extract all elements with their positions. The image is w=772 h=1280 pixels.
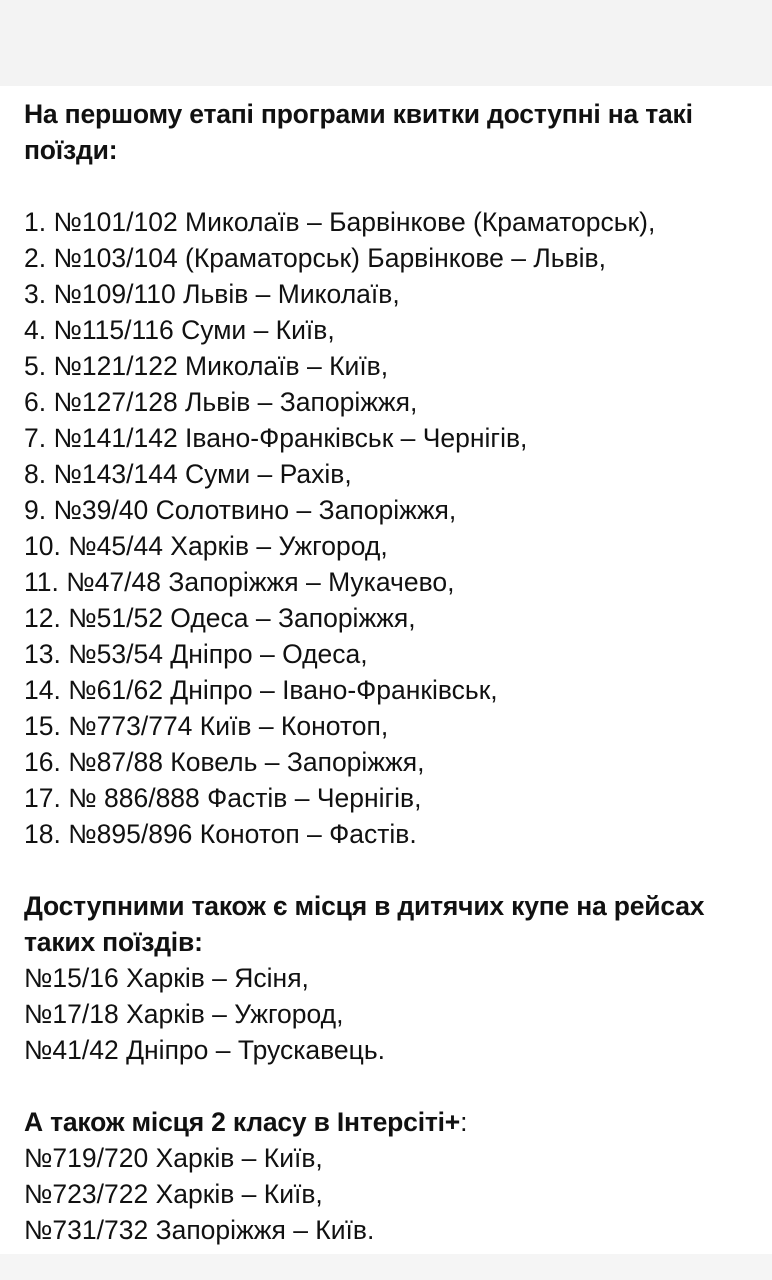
list-item: 3. №109/110 Львів – Миколаїв, [24,279,400,309]
section2-heading-line2: таких поїздів: [24,927,203,957]
bottom-band [0,1254,772,1280]
list-item: 12. №51/52 Одеса – Запоріжжя, [24,603,416,633]
list-item: 18. №895/896 Конотоп – Фастів. [24,819,417,849]
list-item: №731/732 Запоріжжя – Київ. [24,1215,375,1245]
list-item: 11. №47/48 Запоріжжя – Мукачево, [24,567,455,597]
list-item: 6. №127/128 Львів – Запоріжжя, [24,387,418,417]
section1-heading-line1: На першому етапі програми квитки доступні на такі [24,99,693,129]
section2-heading-line1: Доступними також є місця в дитячих купе на рейсах [24,891,705,921]
document-body [24,96,754,1248]
list-item: 10. №45/44 Харків – Ужгород, [24,531,388,561]
spacer [24,1068,754,1104]
list-item: 4. №115/116 Суми – Київ, [24,315,335,345]
list-item: №17/18 Харків – Ужгород, [24,999,344,1029]
list-item: 8. №143/144 Суми – Рахів, [24,459,352,489]
list-item: 17. № 886/888 Фастів – Чернігів, [24,783,422,813]
list-item: 7. №141/142 Івано-Франківськ – Чернігів, [24,423,528,453]
section3-heading-colon: : [460,1107,468,1137]
list-item: 15. №773/774 Київ – Конотоп, [24,711,389,741]
list-item: 14. №61/62 Дніпро – Івано-Франківськ, [24,675,498,705]
list-item: №719/720 Харків – Київ, [24,1143,323,1173]
spacer [24,852,754,888]
section1-train-list [24,204,754,852]
top-band [0,0,772,86]
list-item: 9. №39/40 Солотвино – Запоріжжя, [24,495,457,525]
section3-train-list [24,1140,754,1248]
list-item: 5. №121/122 Миколаїв – Київ, [24,351,389,381]
list-item: 13. №53/54 Дніпро – Одеса, [24,639,368,669]
list-item: 2. №103/104 (Краматорськ) Барвінкове – Львів, [24,243,606,273]
list-item: №723/722 Харків – Київ, [24,1179,323,1209]
list-item: 16. №87/88 Ковель – Запоріжжя, [24,747,425,777]
spacer [24,168,754,204]
section2-train-list [24,960,754,1068]
section1-heading-line2: поїзди: [24,135,118,165]
list-item: №15/16 Харків – Ясіня, [24,963,309,993]
list-item: 1. №101/102 Миколаїв – Барвінкове (Краматорськ), [24,207,656,237]
section3-heading [24,1104,754,1140]
section3-heading-text: А також місця 2 класу в Інтерсіті+ [24,1107,461,1137]
list-item: №41/42 Дніпро – Трускавець. [24,1035,385,1065]
